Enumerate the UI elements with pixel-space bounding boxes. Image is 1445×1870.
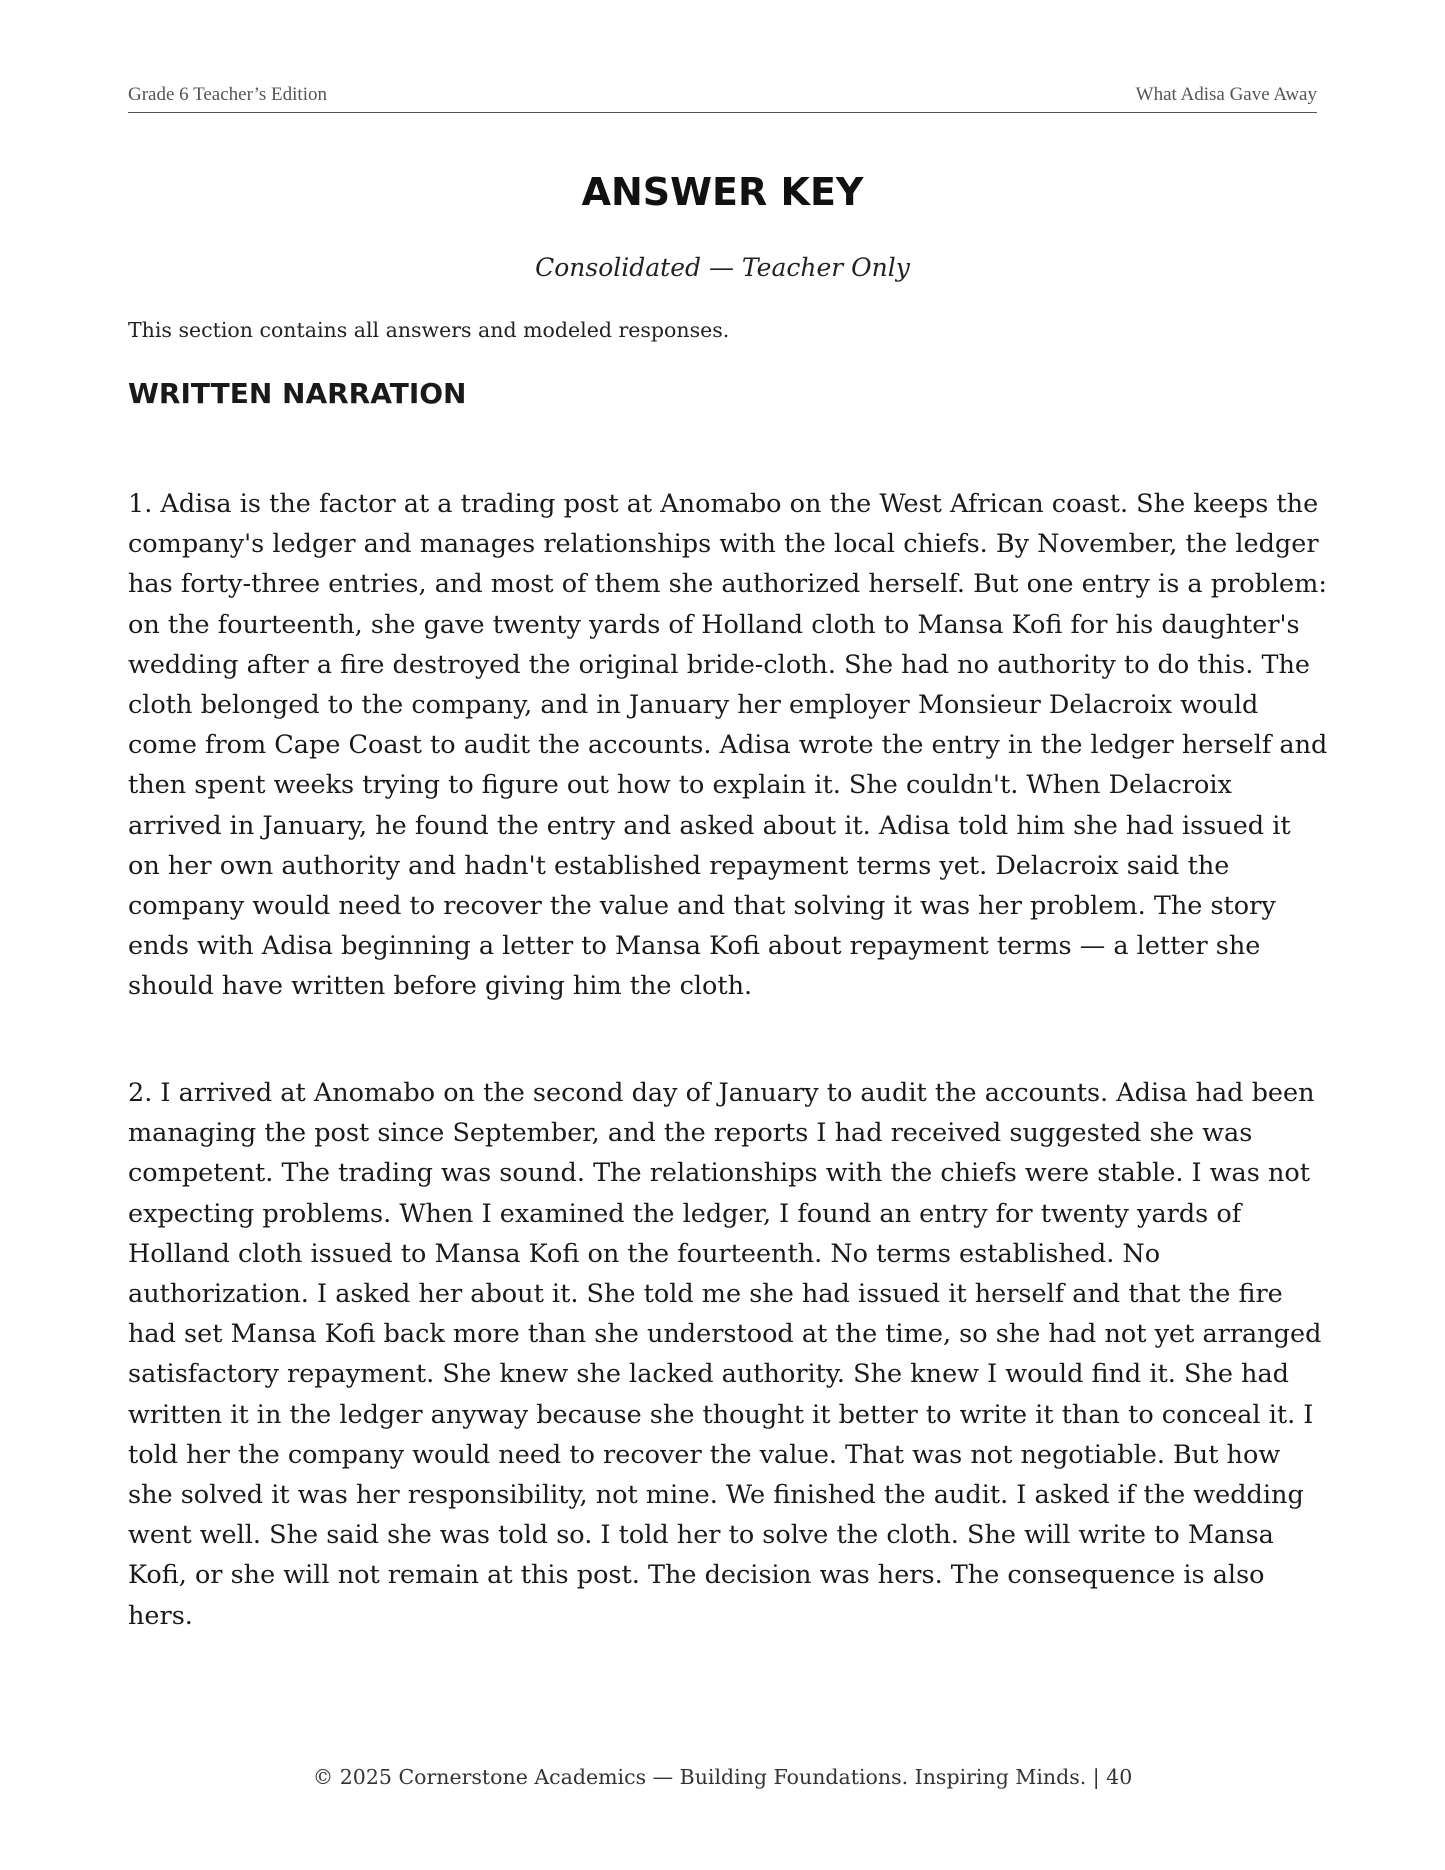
- answer-paragraph-1: 1. Adisa is the factor at a trading post at Anomabo on the West African coast. She keeps the company's ledger and manages relationships with the local chiefs. By November, the ledger has forty-three entries, and most of them she authorized herself. But one entry is a problem: on the fourteenth, she gave twenty yards of Holland cloth to Mansa Kofi for his daughter's wedding after a fire destroyed the original bride-cloth. She had no authority to do this. The cloth belonged to the company, and in January her employer Monsieur Delacroix would come from Cape Coast to audit the accounts. Adisa wrote the entry in the ledger herself and then spent weeks trying to figure out how to explain it. She couldn't. When Delacroix arrived in January, he found the entry and asked about it. Adisa told him she had issued it on her own authority and hadn't established repayment terms yet. Delacroix said the company would need to recover the value and that solving it was her problem. The story ends with Adisa beginning a letter to Mansa Kofi about repayment terms — a letter she should have written before giving him the cloth.: [128, 489, 1328, 1002]
- page-footer: © 2025 Cornerstone Academics — Building Foundations. Inspiring Minds. | 40: [312, 1765, 1133, 1789]
- page-subtitle: Consolidated — Teacher Only: [535, 253, 910, 282]
- intro-text: This section contains all answers and modeled responses.: [128, 318, 730, 342]
- header-story-title: What Adisa Gave Away: [1135, 84, 1317, 105]
- running-header: [128, 84, 1317, 113]
- page-title: ANSWER KEY: [581, 170, 864, 214]
- answer-paragraph-2: 2. I arrived at Anomabo on the second day of January to audit the accounts. Adisa had been managing the post since September, and the reports I had received suggested she was competent. The trading was sound. The relationships with the chiefs were stable. I was not expecting problems. When I examined the ledger, I found an entry for twenty yards of Holland cloth issued to Mansa Kofi on the fourteenth. No terms established. No authorization. I asked her about it. She told me she had issued it herself and that the fire had set Mansa Kofi back more than she understood at the time, so she had not yet arranged satisfactory repayment. She knew she lacked authority. She knew I would find it. She had written it in the ledger anyway because she thought it better to write it than to conceal it. I told her the company would need to recover the value. That was not negotiable. But how she solved it was her responsibility, not mine. We finished the audit. I asked if the wedding went well. She said she was told so. I told her to solve the cloth. She will write to Mansa Kofi, or she will not remain at this post. The decision was hers. The consequence is also hers.: [128, 1078, 1322, 1631]
- header-course-label: Grade 6 Teacher’s Edition: [128, 84, 327, 105]
- section-heading: WRITTEN NARRATION: [128, 377, 467, 410]
